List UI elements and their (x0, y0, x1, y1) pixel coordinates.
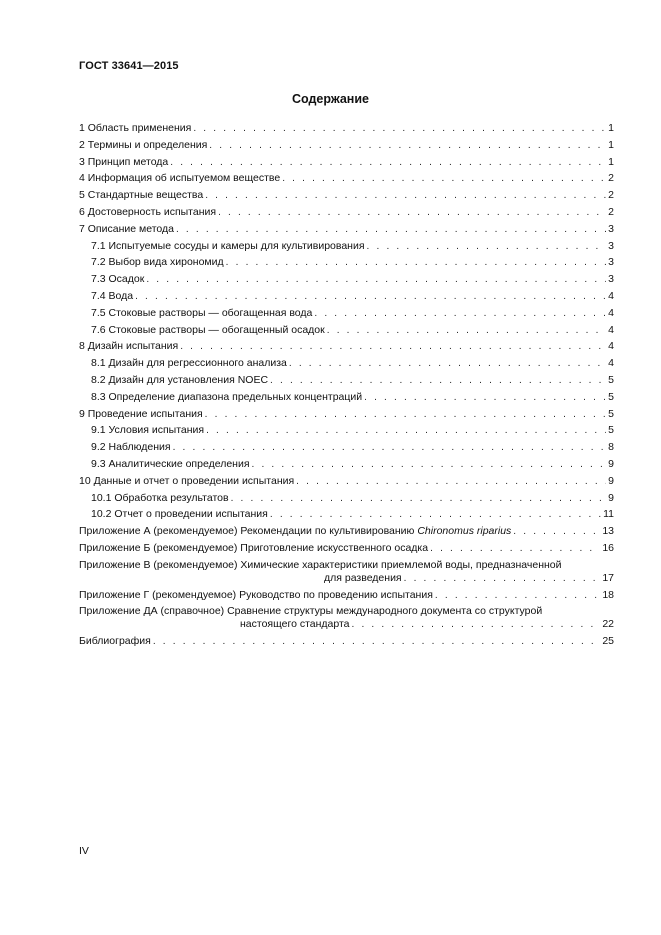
toc-entry-page: 18 (602, 588, 614, 601)
toc-entry-bibliography[interactable] (79, 635, 614, 648)
toc-entry-page: 1 (608, 138, 614, 151)
toc-entry[interactable] (79, 324, 614, 337)
toc-entry[interactable] (79, 424, 614, 437)
toc-entry-page: 1 (608, 122, 614, 134)
toc-entry[interactable] (79, 273, 614, 286)
toc-entry-page: 8 (608, 441, 614, 454)
toc-entry[interactable] (79, 189, 614, 202)
toc-entry-text: 7.1 Испытуемые сосуды и камеры для культивирования (91, 239, 365, 252)
toc-entry-annex-da[interactable] (79, 605, 614, 631)
toc-entry[interactable] (79, 458, 614, 471)
toc-entry-text: 7.4 Вода (91, 289, 134, 302)
toc-entry-text: 9.1 Условия испытания (91, 424, 205, 437)
toc-entry-page: 4 (608, 289, 614, 302)
toc-entry-page: 3 (608, 273, 614, 286)
toc-entry-text-cont: настоящего стандарта (240, 618, 350, 631)
toc-entry-text: 10.1 Обработка результатов (91, 491, 229, 504)
toc-entry-text: 7.6 Стоковые растворы — обогащенный осадок (91, 323, 325, 336)
toc-entry-text: 7.5 Стоковые растворы — обогащенная вода (91, 306, 313, 319)
toc-entry-text-cont: для разведения (324, 571, 402, 584)
toc-entry[interactable] (79, 475, 614, 488)
toc-entry-text: 2 Термины и определения (79, 138, 208, 151)
toc-entry-page: 5 (608, 407, 614, 420)
toc-entry-text: 8.3 Определение диапазона предельных концентраций (91, 390, 363, 403)
toc-entry-page: 4 (608, 306, 614, 319)
toc-entry-text: Приложение Г (рекомендуемое) Руководство по проведению испытания (79, 588, 433, 601)
toc-entry-page: 9 (608, 491, 614, 504)
species-name: Chironomus riparius (417, 525, 512, 538)
toc-entry-annex-b[interactable] (79, 542, 614, 555)
toc-entry-text: 5 Стандартные вещества (79, 189, 204, 202)
toc-entry-annex-g[interactable] (79, 589, 614, 602)
toc-entry-page: 5 (608, 373, 614, 386)
toc-title: Содержание (291, 92, 369, 106)
toc-entry-page: 22 (602, 618, 614, 631)
toc-entry-text: 10.2 Отчет о проведении испытания (91, 508, 268, 521)
toc-entry-page: 13 (602, 525, 614, 538)
toc-entry[interactable] (79, 508, 614, 521)
toc-entry[interactable] (79, 307, 614, 320)
toc-entry-text: 9 Проведение испытания (79, 407, 203, 420)
toc-entry[interactable] (79, 256, 614, 269)
toc-entry-page: 2 (608, 189, 614, 202)
toc-entry[interactable] (79, 441, 614, 454)
toc-entry[interactable] (79, 408, 614, 421)
toc-entry-page: 2 (608, 205, 614, 218)
toc-entry-text: 9.2 Наблюдения (91, 441, 171, 454)
toc-entry[interactable] (79, 156, 614, 169)
toc-entry[interactable] (79, 139, 614, 152)
toc-entry[interactable] (79, 357, 614, 370)
toc-entry-text: Приложение Б (рекомендуемое) Приготовление искусственного осадка (79, 541, 429, 554)
toc-entry-page: 17 (602, 571, 614, 584)
toc-entry-text: 8.1 Дизайн для регрессионного анализа (91, 357, 287, 370)
toc-entry[interactable] (79, 290, 614, 303)
toc-entry[interactable] (79, 492, 614, 505)
toc-entry[interactable] (79, 340, 614, 353)
toc-entry-page: 4 (608, 357, 614, 370)
toc-entry-page: 16 (602, 541, 614, 554)
toc-entry-text: 7.3 Осадок (91, 273, 145, 286)
toc-entry-text: 8 Дизайн испытания (79, 340, 179, 353)
toc-entry-text: 6 Достоверность испытания (79, 205, 217, 218)
toc-entry-page: 3 (608, 256, 614, 269)
toc-entry-text: 7 Описание метода (79, 222, 174, 235)
page-number: IV (79, 845, 89, 857)
toc-entry-page: 5 (608, 424, 614, 437)
toc-entry-page: 4 (608, 340, 614, 353)
toc-entry[interactable] (79, 374, 614, 387)
toc-entry-text: 8.2 Дизайн для установления NOEC (91, 373, 269, 386)
toc-entry-text: 10 Данные и отчет о проведении испытания (79, 474, 295, 487)
toc-entry[interactable] (79, 391, 614, 404)
toc-entry-annex-v[interactable] (79, 559, 614, 585)
toc-entry-page: 1 (608, 155, 614, 168)
toc-entry[interactable] (79, 223, 614, 236)
toc-entry-page: 25 (602, 635, 614, 648)
toc-entry-text: 9.3 Аналитические определения (91, 457, 250, 470)
toc-entry-text: 7.2 Выбор вида хирономид (91, 256, 224, 269)
toc-entry[interactable] (79, 122, 614, 135)
toc-entry-page: 3 (608, 239, 614, 252)
toc-entry-text: Приложение В (рекомендуемое) Химические характеристики приемлемой воды, предназначенной (79, 558, 562, 571)
toc-entry[interactable] (79, 206, 614, 219)
toc-entry-annex-a[interactable]: Приложение А (рекомендуемое) Рекомендации по культивированию Chironomus riparius . . . 13 (79, 525, 614, 538)
toc-entry-page: 9 (608, 457, 614, 470)
table-of-contents (79, 122, 614, 652)
document-code: ГОСТ 33641—2015 (79, 60, 179, 72)
toc-entry-text: 3 Принцип метода (79, 155, 169, 168)
toc-entry-page: 5 (608, 390, 614, 403)
toc-entry-page: 4 (608, 323, 614, 336)
toc-entry-text: Приложение ДА (справочное) Сравнение структуры международного документа со структурой (79, 605, 543, 618)
toc-entry-text: Библиография (79, 635, 151, 648)
toc-entry[interactable] (79, 172, 614, 185)
toc-entry-page: 11 (603, 508, 614, 521)
toc-entry-page: 2 (608, 172, 614, 185)
toc-entry[interactable] (79, 240, 614, 253)
toc-entry-page: 3 (608, 222, 614, 235)
toc-entry-text: 1 Область применения (79, 122, 192, 134)
toc-entry-page: 9 (608, 474, 614, 487)
toc-entry-text: 4 Информация об испытуемом веществе (79, 172, 281, 185)
